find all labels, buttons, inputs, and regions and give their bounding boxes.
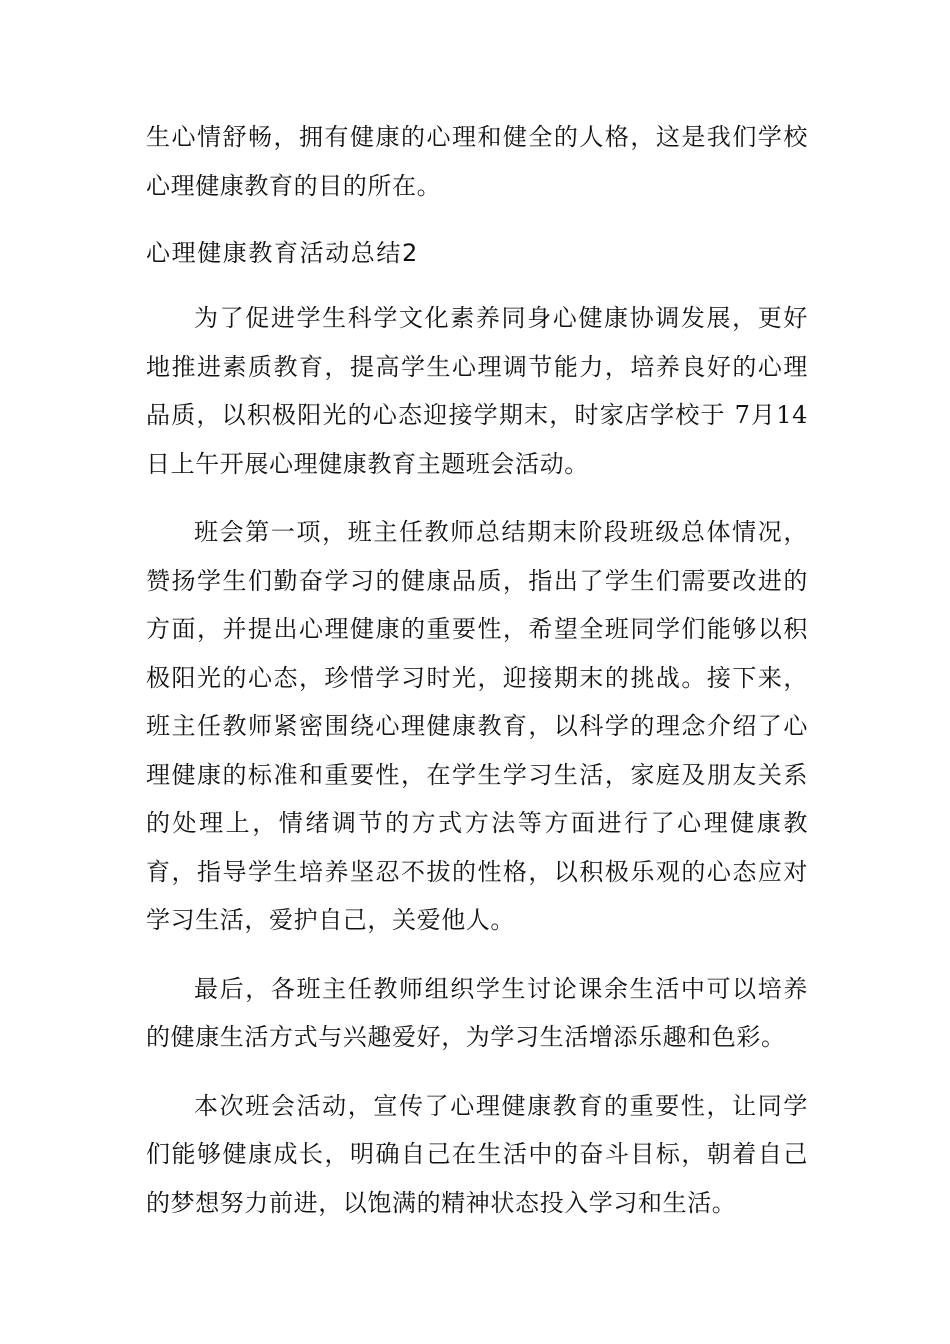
continuation-paragraph: 生心情舒畅，拥有健康的心理和健全的人格，这是我们学校心理健康教育的目的所在。: [146, 123, 808, 200]
paragraph-finally: 最后，各班主任教师组织学生讨论课余生活中可以培养的健康生活方式与兴趣爱好，为学习生活增添乐趣和色彩。: [146, 974, 808, 1051]
paragraph-intro: 为了促进学生科学文化素养同身心健康协调发展，更好地推进素质教育，提高学生心理调节能力，培养良好的心理品质，以积极阳光的心态迎接学期末，时家店学校于 7月14日上午开展心理健康教育主题班会活动。: [146, 304, 808, 478]
paragraph-first-item: 班会第一项，班主任教师总结期末阶段班级总体情况，赞扬学生们勤奋学习的健康品质，指出了学生们需要改进的方面，并提出心理健康的重要性，希望全班同学们能够以积极阳光的心态，珍惜学习时光，迎接期末的挑战。接下来，班主任教师紧密围绕心理健康教育，以科学的理念介绍了心理健康的标准和重要性，在学生学习生活，家庭及朋友关系的处理上，情绪调节的方式方法等方面进行了心理健康教育，指导学生培养坚忍不拔的性格，以积极乐观的心态应对学习生活，爱护自己，关爱他人。: [146, 518, 808, 934]
document-body: [146, 113, 808, 1227]
section-heading: 心理健康教育活动总结2: [146, 239, 419, 267]
paragraph-conclusion: 本次班会活动，宣传了心理健康教育的重要性，让同学们能够健康成长，明确自己在生活中的奋斗目标，朝着自己的梦想努力前进，以饱满的精神状态投入学习和生活。: [146, 1091, 808, 1217]
